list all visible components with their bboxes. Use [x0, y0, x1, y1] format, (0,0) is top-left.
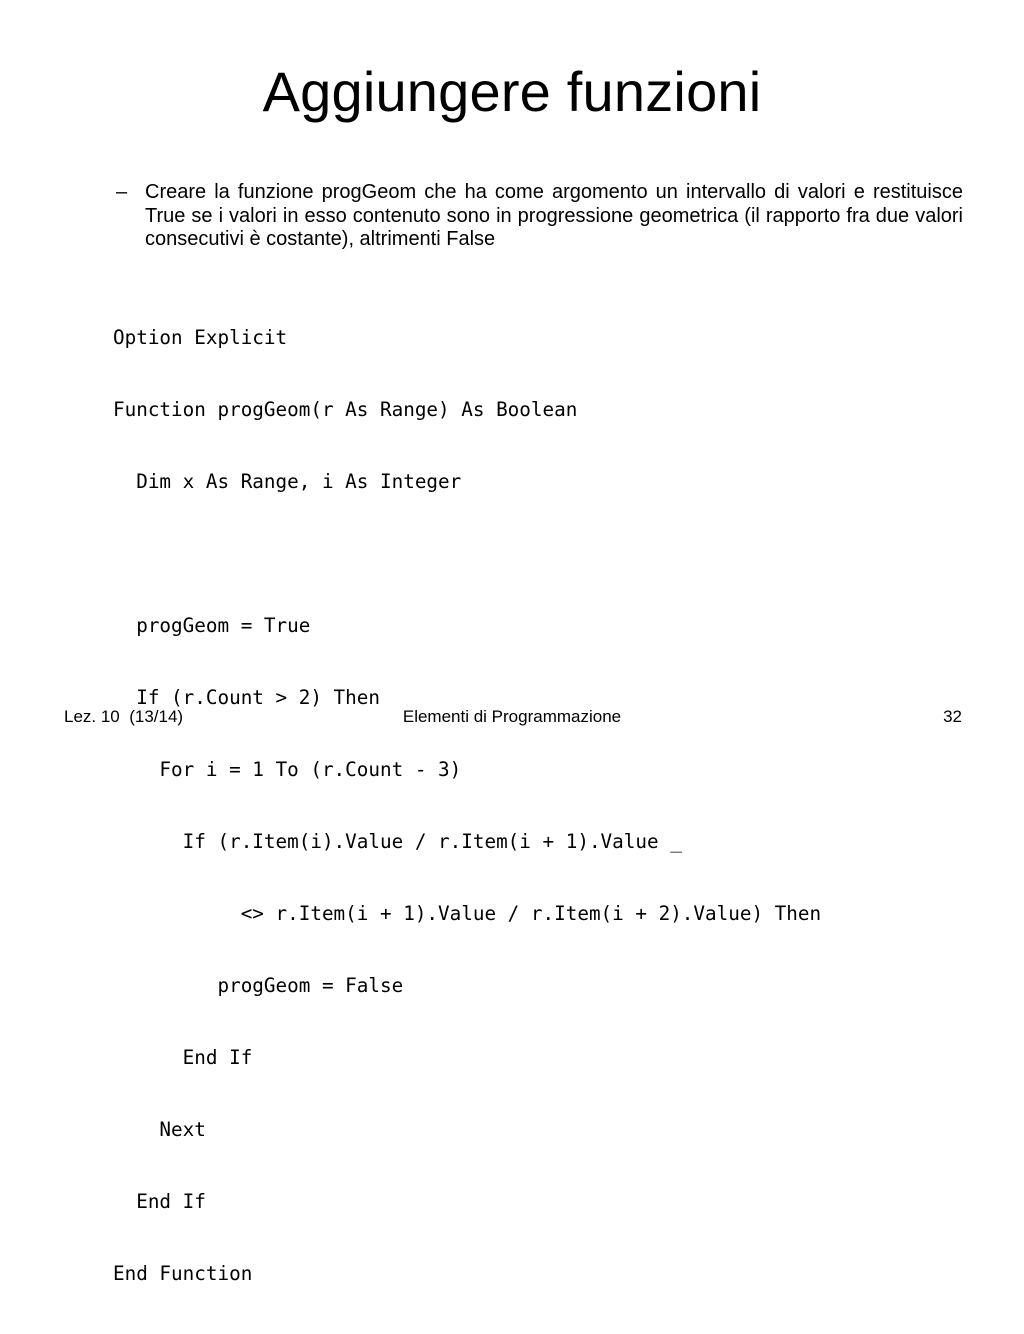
- code-line: If (r.Count > 2) Then: [113, 686, 380, 709]
- footer-page-number: 32: [943, 707, 962, 726]
- code-line: Function progGeom(r As Range) As Boolean: [113, 398, 578, 421]
- code-line: <> r.Item(i + 1).Value / r.Item(i + 2).Value) Then: [113, 902, 822, 925]
- code-line: End If: [113, 1190, 206, 1213]
- bullet-text: Creare la funzione progGeom che ha come argomento un intervallo di valori e restituisce True se i valori in esso contenuto sono in progressione geometrica (il rapporto fra due valori consecutivi è costante), altrimenti False: [145, 181, 963, 250]
- code-line: Next: [113, 1118, 206, 1141]
- code-line: For i = 1 To (r.Count - 3): [113, 758, 462, 781]
- code-line: progGeom = True: [113, 614, 311, 637]
- bullet-item: [116, 181, 963, 252]
- code-line: Option Explicit: [113, 326, 288, 349]
- footer-lecture: Lez. 10 (13/14): [64, 707, 184, 726]
- code-block: [113, 278, 821, 1334]
- code-line: If (r.Item(i).Value / r.Item(i + 1).Value _: [113, 830, 682, 853]
- code-line: End Function: [113, 1262, 253, 1285]
- slide-title: Aggiungere funzioni: [262, 60, 762, 123]
- bullet-marker: –: [116, 181, 128, 203]
- code-line: [113, 542, 821, 566]
- footer-course-title: Elementi di Programmazione: [402, 707, 622, 726]
- code-line: End If: [113, 1046, 253, 1069]
- code-line: progGeom = False: [113, 974, 404, 997]
- code-line: Dim x As Range, i As Integer: [113, 470, 462, 493]
